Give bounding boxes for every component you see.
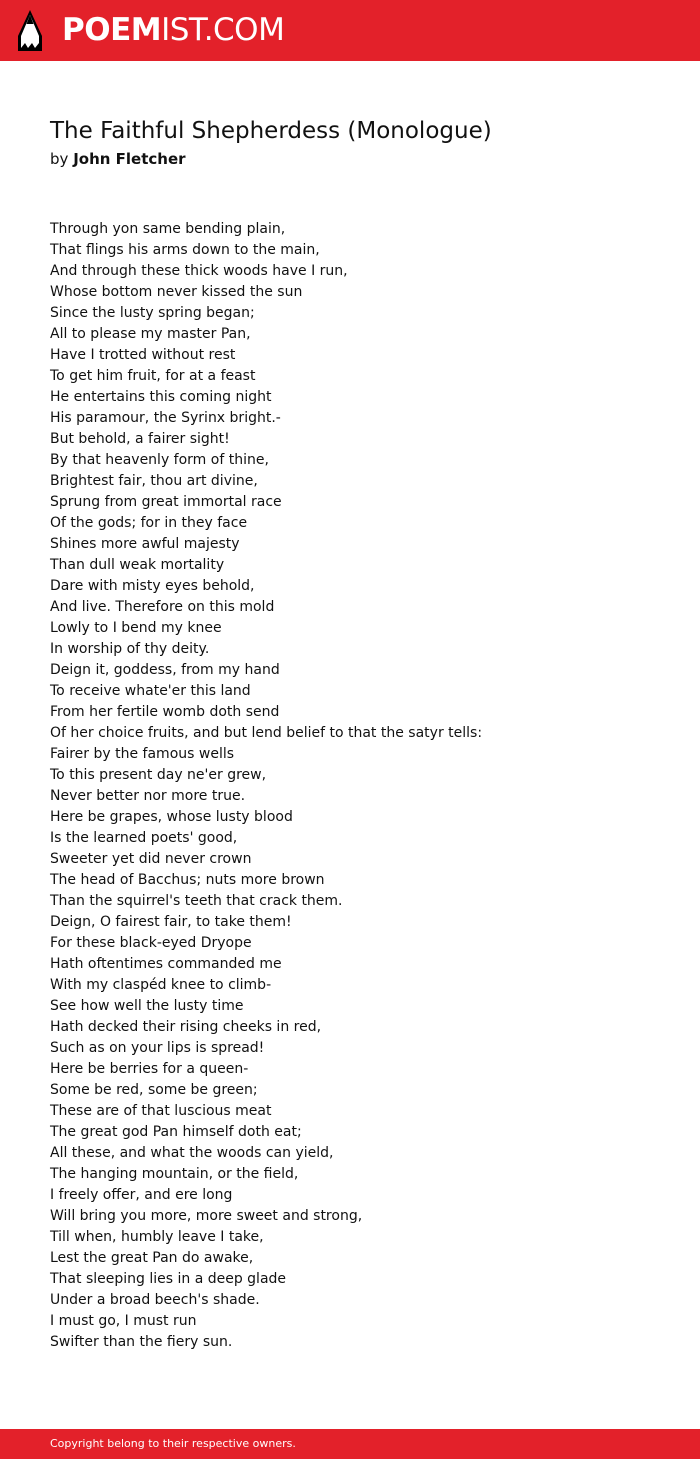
poem-line: Here be grapes, whose lusty blood [50,809,293,825]
poem-line: But behold, a fairer sight! [50,431,230,447]
poem-line: Some be red, some be green; [50,1082,258,1098]
poem-line: Swifter than the fiery sun. [50,1334,233,1350]
poem-line: And through these thick woods have I run, [50,263,348,279]
poem-line: Lest the great Pan do awake, [50,1250,254,1266]
poem-line: Such as on your lips is spread! [50,1040,265,1056]
poem-line: To this present day ne'er grew, [50,767,267,783]
poem-line: In worship of thy deity. [50,641,210,657]
poem-line: Of her choice fruits, and but lend belief to that the satyr tells: [50,725,483,741]
poem-line: Whose bottom never kissed the sun [50,284,303,300]
poem-line: The head of Bacchus; nuts more brown [50,872,325,888]
poem-line: The hanging mountain, or the field, [50,1166,299,1182]
logo-text-light: IST.COM [161,12,285,48]
poem-line: All these, and what the woods can yield, [50,1145,334,1161]
poem-line: Is the learned poets' good, [50,830,238,846]
poem-line: Since the lusty spring began; [50,305,255,321]
poem-line: Under a broad beech's shade. [50,1292,260,1308]
poem-line: Of the gods; for in they face [50,515,248,531]
poem-line: I must go, I must run [50,1313,197,1329]
poem-line: See how well the lusty time [50,998,244,1014]
poem-line: Than dull weak mortality [50,557,225,573]
site-header [0,0,700,61]
poem-line: Through yon same bending plain, [50,221,286,237]
poem-line: Dare with misty eyes behold, [50,578,255,594]
site-footer [0,1429,700,1459]
poem-line: He entertains this coming night [50,389,272,405]
poem-line: To receive whate'er this land [50,683,251,699]
poem-line: Deign, O fairest fair, to take them! [50,914,292,930]
poem-line: His paramour, the Syrinx bright.- [50,410,281,426]
poem-line: Deign it, goddess, from my hand [50,662,280,678]
pencil-tip-icon[interactable] [18,10,42,51]
site-logo[interactable] [62,12,284,48]
poem-line: Till when, humbly leave I take, [50,1229,264,1245]
poem-title: The Faithful Shepherdess (Monologue) [50,118,492,144]
by-label: by [50,150,69,168]
poem-line: All to please my master Pan, [50,326,251,342]
poem-line: I freely offer, and ere long [50,1187,233,1203]
poem-line: To get him fruit, for at a feast [50,368,256,384]
copyright-text: Copyright belong to their respective owners. [50,1437,296,1450]
poem-line: For these black-eyed Dryope [50,935,252,951]
poem-line: Fairer by the famous wells [50,746,235,762]
poem-line: That sleeping lies in a deep glade [50,1271,287,1287]
poem-body [50,219,670,1353]
poem-line: Brightest fair, thou art divine, [50,473,258,489]
poem-line: From her fertile womb doth send [50,704,280,720]
poem-line: Never better nor more true. [50,788,246,804]
poem-line: Than the squirrel's teeth that crack them. [50,893,343,909]
poem-line: Sweeter yet did never crown [50,851,252,867]
poem-line: Hath decked their rising cheeks in red, [50,1019,322,1035]
poem-line: And live. Therefore on this mold [50,599,275,615]
poem-line: Shines more awful majesty [50,536,240,552]
poem-line: The great god Pan himself doth eat; [50,1124,302,1140]
poem-line: With my claspéd knee to climb- [50,977,272,993]
poem-line: By that heavenly form of thine, [50,452,269,468]
byline [50,149,186,169]
poem-line: These are of that luscious meat [50,1103,272,1119]
poem-line: Lowly to I bend my knee [50,620,222,636]
poem-line: Hath oftentimes commanded me [50,956,282,972]
poem-line: Will bring you more, more sweet and strong, [50,1208,363,1224]
poem-line: Here be berries for a queen- [50,1061,249,1077]
poem-line: That flings his arms down to the main, [50,242,320,258]
logo-text-bold: POEM [62,12,162,48]
poem-line: Have I trotted without rest [50,347,236,363]
poem-line: Sprung from great immortal race [50,494,282,510]
author-name: John Fletcher [73,150,186,168]
